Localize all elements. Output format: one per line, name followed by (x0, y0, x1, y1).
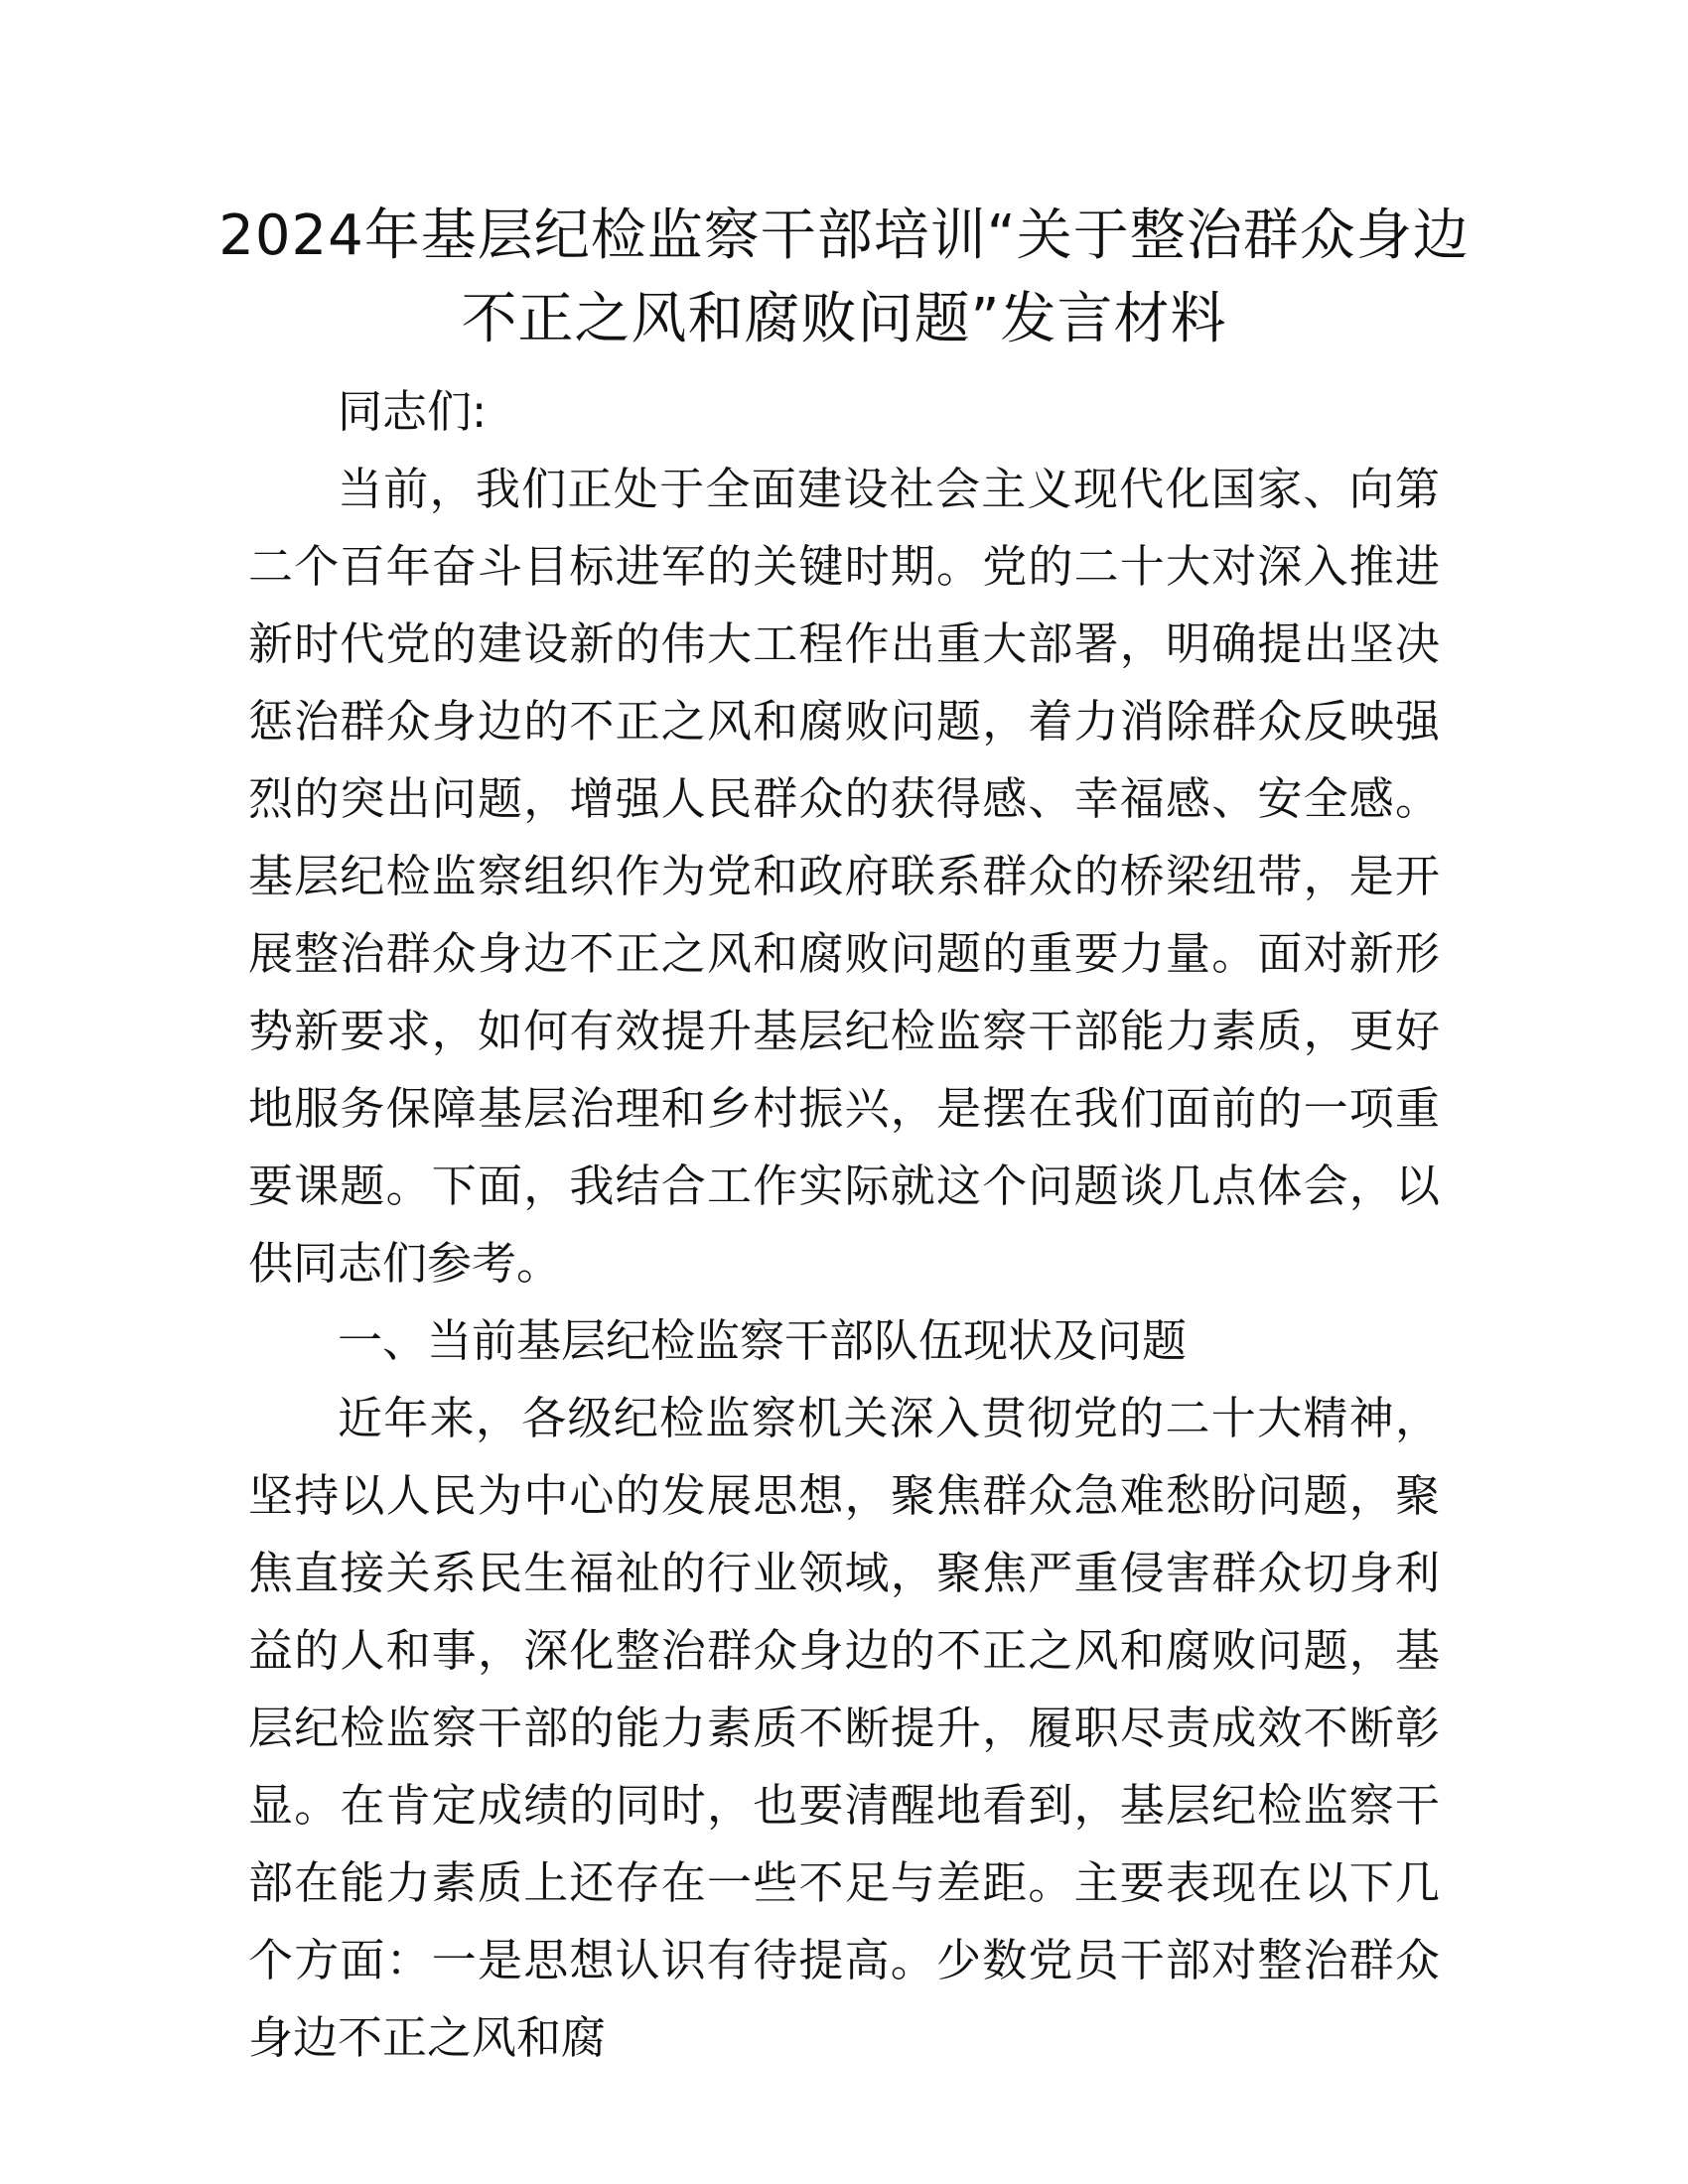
salutation: 同志们: (338, 385, 488, 438)
section-heading-1: 一、当前基层纪检监察干部队伍现状及问题 (338, 1314, 1188, 1367)
document-title: 2024年基层纪检监察干部培训“关于整治群众身边不正之风和腐败问题”发言材料 (218, 204, 1470, 351)
document-body (248, 373, 1440, 2077)
intro-paragraph: 当前，我们正处于全面建设社会主义现代化国家、向第二个百年奋斗目标进军的关键时期。党的二十大对深入推进新时代党的建设新的伟大工程作出重大部署，明确提出坚决惩治群众身边的不正之风和腐败问题，着力消除群众反映强烈的突出问题，增强人民群众的获得感、幸福感、安全感。基层纪检监察组织作为党和政府联系群众的桥梁纽带，是开展整治群众身边不正之风和腐败问题的重要力量。面对新形势新要求，如何有效提升基层纪检监察干部能力素质，更好地服务保障基层治理和乡村振兴，是摆在我们面前的一项重要课题。下面，我结合工作实际就这个问题谈几点体会，以供同志们参考。 (248, 463, 1440, 1290)
section-paragraph-1: 近年来，各级纪检监察机关深入贯彻党的二十大精神，坚持以人民为中心的发展思想，聚焦群众急难愁盼问题，聚焦直接关系民生福祉的行业领域，聚焦严重侵害群众切身利益的人和事，深化整治群众身边的不正之风和腐败问题，基层纪检监察干部的能力素质不断提升，履职尽责成效不断彰显。在肯定成绩的同时，也要清醒地看到，基层纪检监察干部在能力素质上还存在一些不足与差距。主要表现在以下几个方面：一是思想认识有待提高。少数党员干部对整治群众身边不正之风和腐 (248, 1392, 1440, 2064)
